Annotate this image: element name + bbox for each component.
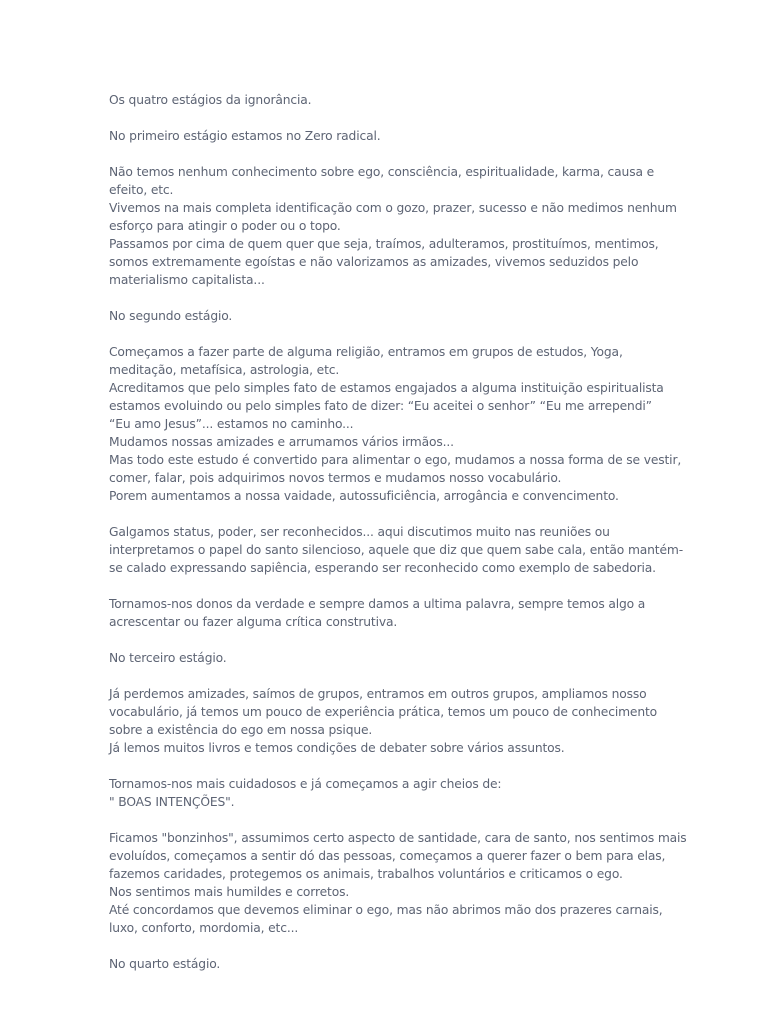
text-line: vocabulário, já temos um pouco de experiência prática, temos um pouco de conhecimento <box>109 705 658 719</box>
paragraph <box>109 829 687 937</box>
text-line: “Eu amo Jesus”... estamos no caminho... <box>109 417 354 431</box>
text-line: Vivemos na mais completa identificação com o gozo, prazer, sucesso e não medimos nenhum <box>109 201 677 215</box>
text-line: Tornamos-nos mais cuidadosos e já começamos a agir cheios de: <box>109 777 502 791</box>
paragraph <box>109 595 669 631</box>
text-line: Não temos nenhum conhecimento sobre ego, consciência, espiritualidade, karma, causa e <box>109 165 655 179</box>
paragraph <box>109 163 677 289</box>
text-line: No segundo estágio. <box>109 309 233 323</box>
text-line: Mas todo este estudo é convertido para alimentar o ego, mudamos a nossa forma de se vestir, <box>109 453 682 467</box>
text-line: meditação, metafísica, astrologia, etc. <box>109 363 340 377</box>
section-heading-first-stage <box>109 127 669 145</box>
text-line: acrescentar ou fazer alguma crítica construtiva. <box>109 615 398 629</box>
text-line: Nos sentimos mais humildes e corretos. <box>109 885 350 899</box>
text-line: materialismo capitalista... <box>109 273 265 287</box>
text-line: Ficamos "bonzinhos", assumimos certo aspecto de santidade, cara de santo, nos sentimos mais <box>109 831 687 845</box>
text-line: Galgamos status, poder, ser reconhecidos... aqui discutimos muito nas reuniões ou <box>109 525 610 539</box>
text-line: Acreditamos que pelo simples fato de estamos engajados a alguma instituição espiritualista <box>109 381 664 395</box>
text-line: Até concordamos que devemos eliminar o ego, mas não abrimos mão dos prazeres carnais, <box>109 903 663 917</box>
text-line: Os quatro estágios da ignorância. <box>109 93 312 107</box>
text-line: Já perdemos amizades, saímos de grupos, entramos em outros grupos, ampliamos nosso <box>109 687 647 701</box>
text-line: efeito, etc. <box>109 183 174 197</box>
text-line: No quarto estágio. <box>109 957 221 971</box>
text-line: interpretamos o papel do santo silencioso, aquele que diz que quem sabe cala, então mantém- <box>109 543 684 557</box>
text-line: Já lemos muitos livros e temos condições de debater sobre vários assuntos. <box>109 741 565 755</box>
document-title <box>109 91 669 109</box>
text-line: estamos evoluindo ou pelo simples fato de dizer: “Eu aceitei o senhor” “Eu me arrependi” <box>109 399 652 413</box>
paragraph <box>109 775 669 811</box>
section-heading-third-stage <box>109 649 669 667</box>
text-line: Começamos a fazer parte de alguma religião, entramos em grupos de estudos, Yoga, <box>109 345 623 359</box>
text-line: sobre a existência do ego em nossa psique. <box>109 723 373 737</box>
text-line: fazemos caridades, protegemos os animais, trabalhos voluntários e criticamos o ego. <box>109 867 623 881</box>
text-line: Mudamos nossas amizades e arrumamos vários irmãos... <box>109 435 454 449</box>
section-heading-second-stage <box>109 307 669 325</box>
paragraph <box>109 523 684 577</box>
text-line: Passamos por cima de quem quer que seja, traímos, adulteramos, prostituímos, mentimos, <box>109 237 659 251</box>
text-line: Tornamos-nos donos da verdade e sempre damos a ultima palavra, sempre temos algo a <box>109 597 646 611</box>
text-line: comer, falar, pois adquirimos novos termos e mudamos nosso vocabulário. <box>109 471 562 485</box>
text-line: Porem aumentamos a nossa vaidade, autossuficiência, arrogância e convencimento. <box>109 489 619 503</box>
text-line: somos extremamente egoístas e não valorizamos as amizades, vivemos seduzidos pelo <box>109 255 639 269</box>
document-page <box>109 91 687 991</box>
text-line: esforço para atingir o poder ou o topo. <box>109 219 341 233</box>
text-line: luxo, conforto, mordomia, etc... <box>109 921 299 935</box>
text-line: No terceiro estágio. <box>109 651 227 665</box>
text-line: No primeiro estágio estamos no Zero radical. <box>109 129 381 143</box>
text-line: evoluídos, começamos a sentir dó das pessoas, começamos a querer fazer o bem para elas, <box>109 849 666 863</box>
text-line: se calado expressando sapiência, esperando ser reconhecido como exemplo de sabedoria. <box>109 561 656 575</box>
section-heading-fourth-stage <box>109 955 669 973</box>
paragraph <box>109 685 669 757</box>
paragraph <box>109 343 682 505</box>
text-line: " BOAS INTENÇÕES". <box>109 795 235 809</box>
